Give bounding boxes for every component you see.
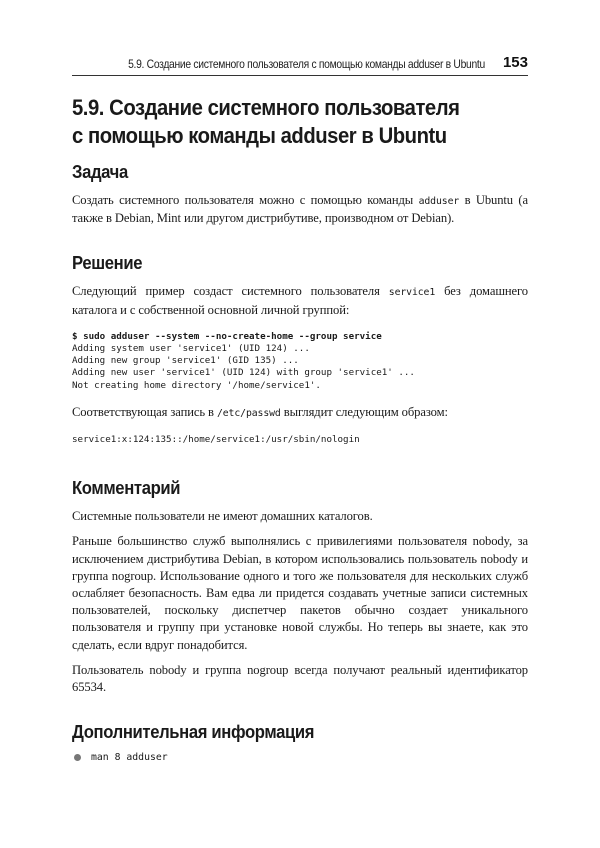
- comment-paragraph-2: Раньше большинство служб выполнялись с привилегиями пользователя nobody, за исключением дистрибутива Debian, в котором использовались пользователь nobody и группа nogroup. Использование одного и того же пользователя для нескольких служб ослабляет безопасность. Вам едва ли придется создавать учетные записи системных пользователей, поскольку диспетчер пакетов обычно создает уникального пользователя и группу при установке новой службы. Но теперь вы знаете, как это сделать, если вдруг понадобится.: [72, 534, 528, 652]
- output-line: Adding new user 'service1' (UID 124) with group 'service1' ...: [72, 367, 415, 379]
- service1-code: service1: [388, 287, 436, 299]
- comment-paragraph-1: Системные пользователи не имеют домашних каталогов.: [72, 509, 373, 524]
- more-info-list: [72, 752, 528, 763]
- chapter-section-heading: [72, 94, 527, 150]
- command-listing: [72, 331, 528, 392]
- solution-heading: Решение: [72, 252, 143, 274]
- heading-line-1: 5.9. Создание системного пользователя: [72, 95, 460, 120]
- solution-paragraph-1: Следующий пример создаст системного пользователя service1 без домашнего каталога и с собственной основной личной группой:: [72, 284, 528, 317]
- list-item: [72, 752, 528, 763]
- comment-heading: Комментарий: [72, 477, 181, 499]
- passwd-entry-listing: [72, 434, 528, 446]
- running-header: [72, 48, 528, 76]
- output-line: Not creating home directory '/home/service1'.: [72, 379, 321, 391]
- page-number: 153: [502, 54, 528, 71]
- running-header-title: 5.9. Создание системного пользователя с помощью команды adduser в Ubuntu: [128, 57, 485, 71]
- comment-paragraph-3: Пользователь nobody и группа nogroup всегда получают реальный идентификатор 65534.: [72, 662, 528, 695]
- output-line: Adding system user 'service1' (UID 124) ...: [72, 343, 310, 355]
- more-info-heading: Дополнительная информация: [72, 721, 315, 743]
- passwd-path-code: /etc/passwd: [216, 407, 281, 419]
- solution-paragraph-2: Соответствующая запись в /etc/passwd выглядит следующим образом:: [72, 404, 448, 419]
- task-heading: Задача: [72, 161, 128, 182]
- output-line: Adding new group 'service1' (GID 135) ...: [72, 355, 299, 367]
- heading-line-2: с помощью команды adduser в Ubuntu: [72, 123, 447, 148]
- page-content: [72, 94, 528, 763]
- passwd-line: service1:x:124:135::/home/service1:/usr/sbin/nologin: [72, 434, 360, 446]
- task-paragraph: Создать системного пользователя можно с помощью команды adduser в Ubuntu (а также в Debian, Mint или другом дистрибутиве, производном от Debian).: [72, 193, 528, 226]
- adduser-code: adduser: [418, 196, 460, 207]
- command-line: $ sudo adduser --system --no-create-home --group service: [72, 330, 382, 342]
- man-page-reference: man 8 adduser: [91, 752, 168, 764]
- bullet-icon: [74, 754, 81, 761]
